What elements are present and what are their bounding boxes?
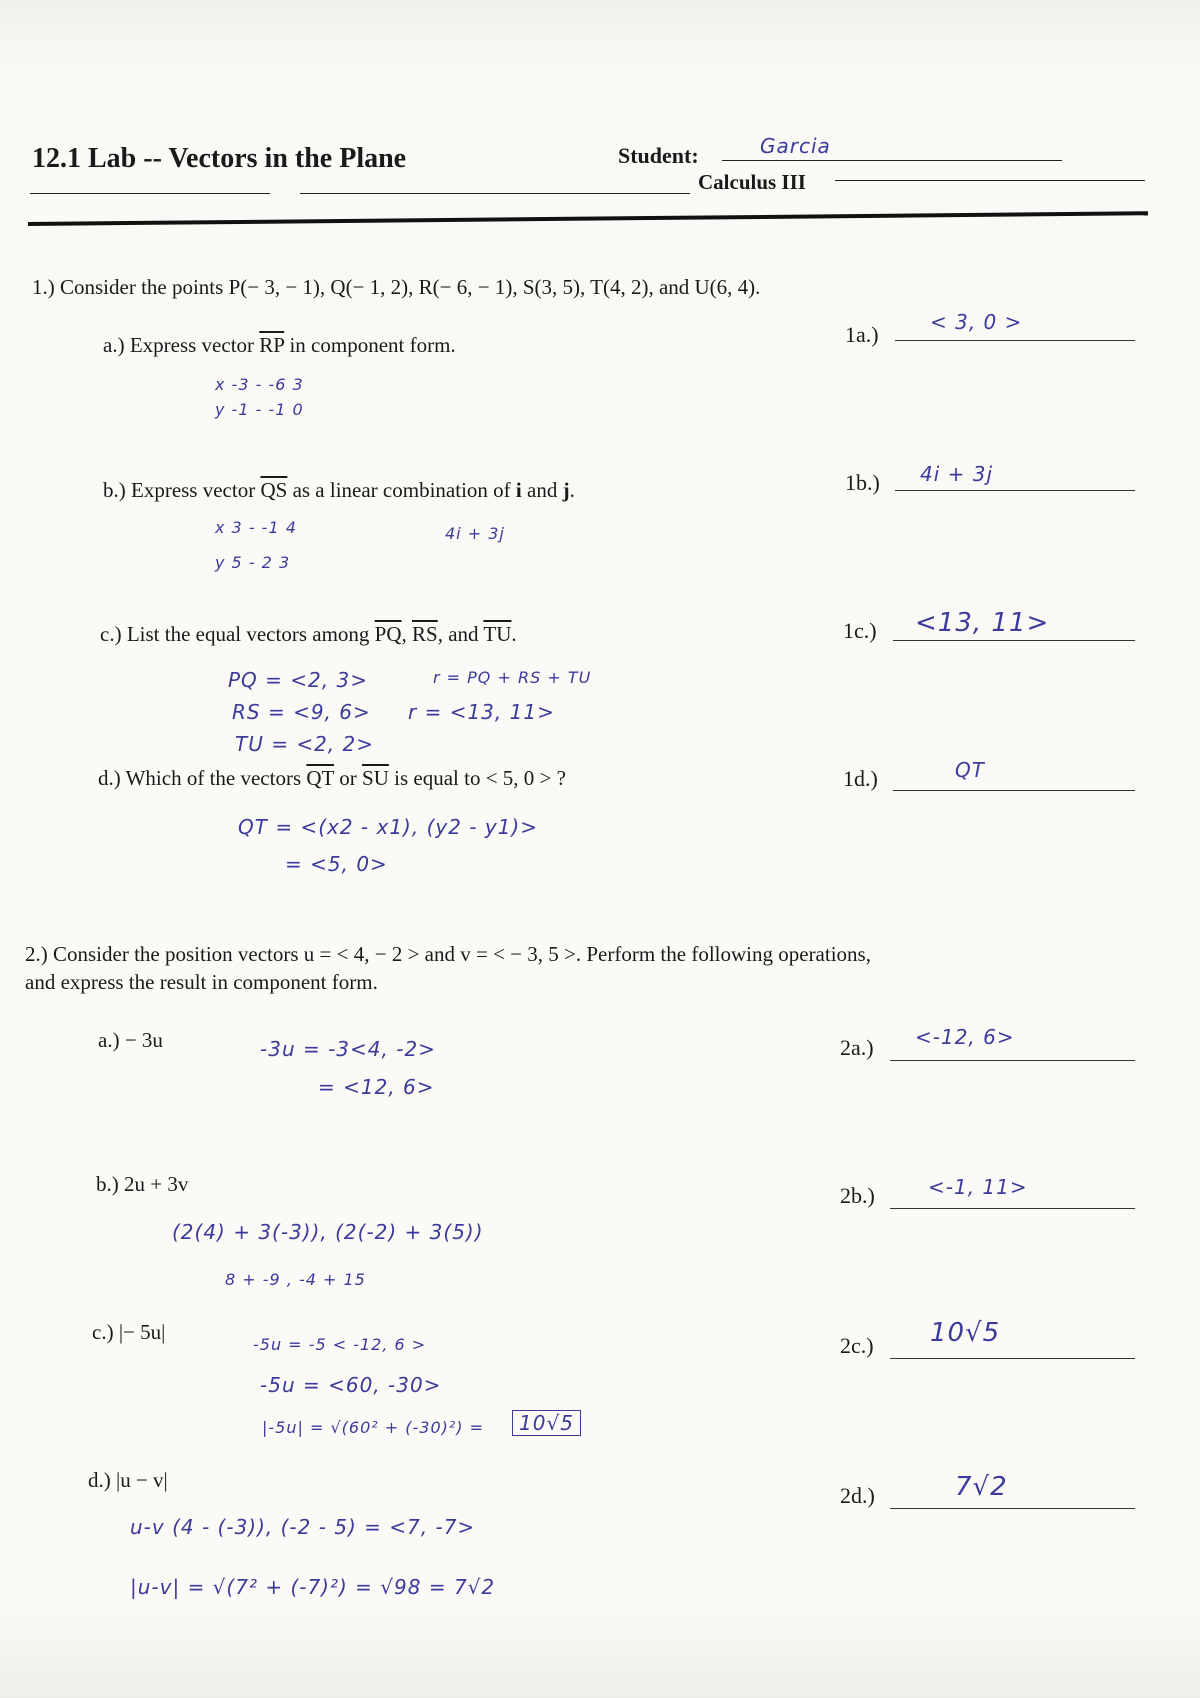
- answer-1d-value: QT: [955, 758, 985, 782]
- work-1b-line2: y 5 - 2 3: [215, 553, 291, 572]
- answer-2b-value: <-1, 11>: [928, 1175, 1028, 1199]
- problem2-prompt-line2: and express the result in component form.: [25, 970, 378, 994]
- answer-1b-line: [895, 490, 1135, 491]
- answer-2a-label: 2a.): [840, 1035, 874, 1060]
- answer-2a-line: [890, 1060, 1135, 1061]
- work-2c-line1: -5u = -5 < -12, 6 >: [253, 1335, 427, 1354]
- answer-2d-label: 2d.): [840, 1483, 875, 1508]
- work-1c-line3: TU = <2, 2>: [235, 732, 375, 756]
- work-1a-line1: x -3 - -6 3: [215, 375, 304, 394]
- answer-1a-line: [895, 340, 1135, 341]
- work-1b-line1: x 3 - -1 4: [215, 518, 297, 537]
- work-1d-line2: = <5, 0>: [285, 852, 388, 876]
- answer-1d-label: 1d.): [843, 766, 878, 791]
- work-2c-boxed-result: 10√5: [512, 1410, 581, 1436]
- answer-1b-value: 4i + 3j: [920, 462, 994, 486]
- header-divider: [28, 211, 1148, 226]
- work-2b-line2: 8 + -9 , -4 + 15: [225, 1270, 366, 1289]
- work-2b-line1: (2(4) + 3(-3)), (2(-2) + 3(5)): [172, 1220, 484, 1244]
- problem2a-question: a.) − 3u: [98, 1028, 163, 1052]
- answer-2c-line: [890, 1358, 1135, 1359]
- problem1d-question: d.) Which of the vectors $\overline{QT}$ or $\overline{SU}$ is equal to < 5, 0 > ?: [98, 766, 566, 790]
- answer-2c-label: 2c.): [840, 1333, 874, 1358]
- work-1c-line1: PQ = <2, 3>: [228, 668, 368, 692]
- problem2d-question: d.) |u − v|: [88, 1468, 168, 1492]
- answer-1a-value: < 3, 0 >: [930, 310, 1023, 334]
- header-rule-left: [30, 193, 270, 194]
- work-1c-line2: RS = <9, 6>: [232, 700, 371, 724]
- student-name: Garcia: [760, 134, 831, 158]
- header-rule-mid: [300, 193, 690, 194]
- answer-2c-value: 10√5: [930, 1318, 1001, 1348]
- problem1c-question: c.) List the equal vectors among $\overline{PQ}$, $\overline{RS}$, and $\overline{TU}$.: [100, 622, 517, 646]
- answer-2b-line: [890, 1208, 1135, 1209]
- problem1b-question: b.) Express vector $\overline{QS}$ as a linear combination of i and j.: [103, 478, 575, 502]
- answer-1a-label: 1a.): [845, 322, 879, 347]
- work-1d-line1: QT = <(x2 - x1), (y2 - y1)>: [238, 815, 538, 839]
- work-2d-line1: u-v (4 - (-3)), (-2 - 5) = <7, -7>: [130, 1515, 476, 1539]
- answer-1d-line: [893, 790, 1135, 791]
- header-rule-right: [835, 180, 1145, 181]
- work-1c-right2: r = <13, 11>: [408, 700, 555, 724]
- problem2c-question: c.) |− 5u|: [92, 1320, 166, 1344]
- work-2d-line2: |u-v| = √(7² + (-7)²) = √98 = 7√2: [130, 1575, 496, 1599]
- answer-2a-value: <-12, 6>: [915, 1025, 1015, 1049]
- answer-2d-line: [890, 1508, 1135, 1509]
- work-2a-line1: -3u = -3<4, -2>: [260, 1037, 436, 1061]
- worksheet-title: 12.1 Lab -- Vectors in the Plane: [32, 143, 407, 174]
- work-1b-right: 4i + 3j: [445, 524, 505, 543]
- problem1a-question: a.) Express vector $\overline{RP}$ in component form.: [103, 333, 456, 357]
- work-2c-line2: -5u = <60, -30>: [260, 1373, 442, 1397]
- answer-1c-line: [893, 640, 1135, 641]
- course-name: Calculus III: [698, 170, 806, 194]
- answer-1b-label: 1b.): [845, 470, 880, 495]
- problem2b-question: b.) 2u + 3v: [96, 1172, 189, 1196]
- problem1-prompt: 1.) Consider the points P(− 3, − 1), Q(− 1, 2), R(− 6, − 1), S(3, 5), T(4, 2), and U(6, 4).: [32, 275, 761, 299]
- work-2a-line2: = <12, 6>: [318, 1075, 435, 1099]
- student-name-line: [722, 160, 1062, 161]
- work-1a-line2: y -1 - -1 0: [215, 400, 304, 419]
- answer-2d-value: 7√2: [955, 1472, 1008, 1502]
- problem2-prompt-line1: 2.) Consider the position vectors u = < 4, − 2 > and v = < − 3, 5 >. Perform the following operations,: [25, 942, 871, 966]
- work-1c-right1: r = PQ + RS + TU: [433, 668, 592, 687]
- answer-1c-value: <13, 11>: [915, 608, 1050, 638]
- work-2c-line3: |-5u| = √(60² + (-30)²) =: [262, 1418, 485, 1437]
- answer-2b-label: 2b.): [840, 1183, 875, 1208]
- student-label: Student:: [618, 143, 699, 168]
- answer-1c-label: 1c.): [843, 618, 877, 643]
